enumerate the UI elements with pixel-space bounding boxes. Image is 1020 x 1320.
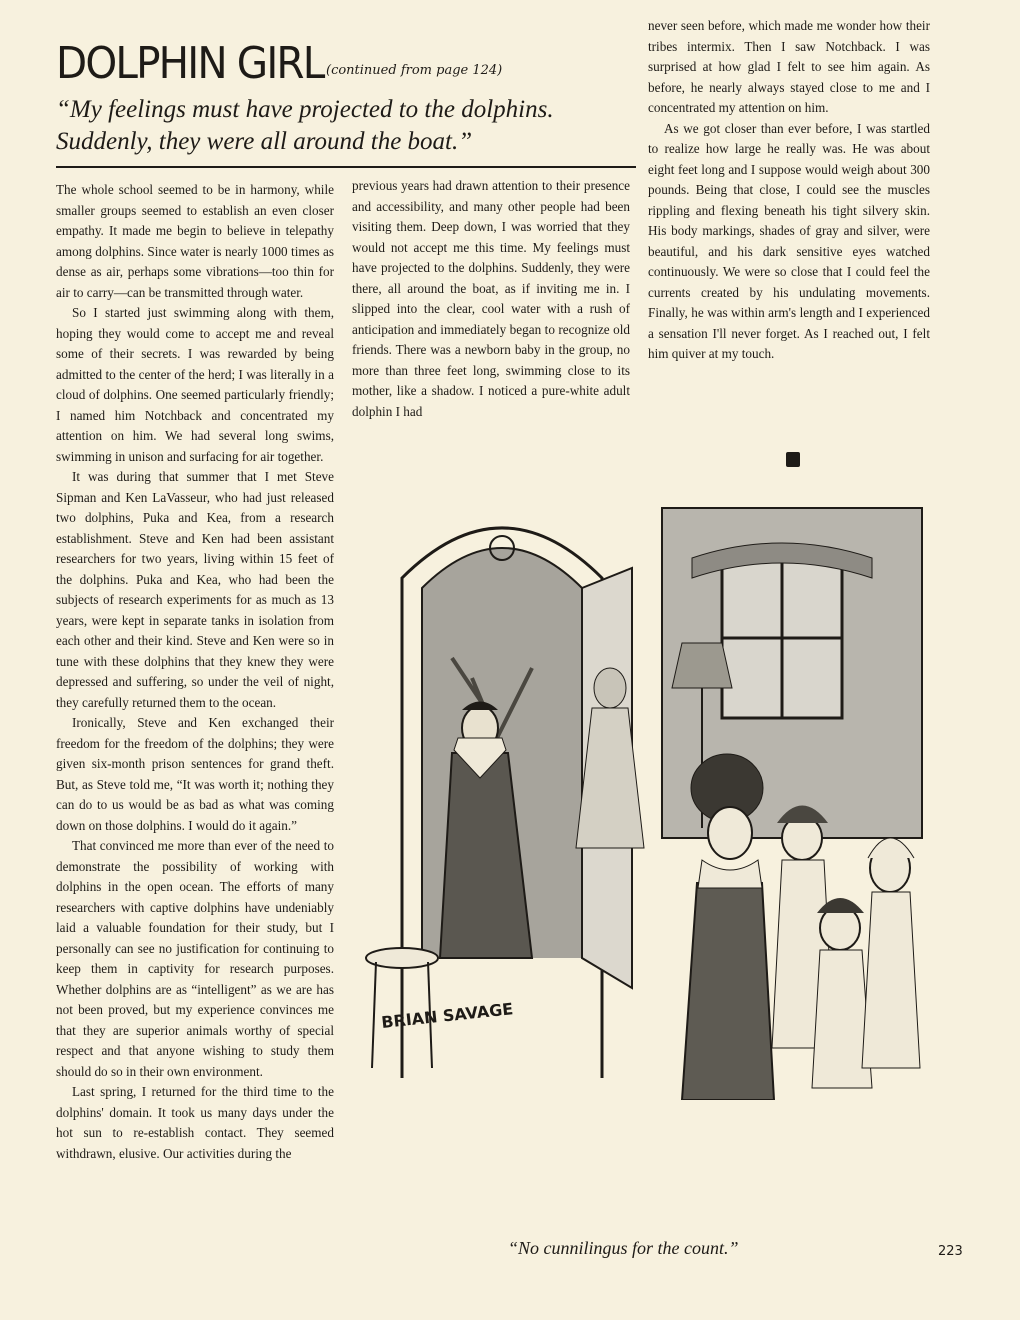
paragraph: As we got closer than ever before, I was startled to realize how large he really was. He was about eight feet long and I suppose would weigh about 300 pounds. Being that close, I could see the muscles rippling and flexing beneath his tight silvery skin. His body markings, shades of gray and silver, were beautiful, and his dark sensitive eyes watched continuously. We were so close that I could feel the currents created by his undulating movements. Finally, he was within arm's length and I experienced a sensation I'll never forget. As I reached out, I felt him quiver at my touch.	[648, 120, 930, 361]
end-of-article-icon	[786, 452, 800, 467]
paragraph: Ironically, Steve and Ken exchanged their freedom for the freedom of the dolphins; they were given six-month prison sentences for grand theft. But, as Steve told me, “It was worth it; nothing they can do to us would be as bad as what was coming down on those dolphins. I would do it again.”	[56, 715, 334, 833]
pull-quote: “My feelings must have projected to the dolphins. Suddenly, they were all around the boat.”	[56, 96, 554, 155]
paragraph: Last spring, I returned for the third time to the dolphins' domain. It took us many days under the hot sun to re-establish contact. They seemed withdrawn, elusive. Our activities during the	[56, 1084, 334, 1161]
paragraph: So I started just swimming along with them, hoping they would come to accept me and reveal some of their secrets. I was rewarded by being admitted to the center of the herd; I was literally in a cloud of dolphins. One seemed particularly friendly; I named him Notchback and concentrated my attention on him. We had several long swims, swimming in unison and surfacing for air together.	[56, 305, 334, 464]
page-number: 223	[938, 1244, 963, 1259]
cartoonist-signature: BRIAN SAVAGE	[380, 999, 515, 1032]
divider	[56, 166, 636, 168]
paragraph: It was during that summer that I met Steve Sipman and Ken LaVasseur, who had just released two dolphins, Puka and Kea, from a research establishment. Steve and Ken had been assistant researchers for two years, living within 15 feet of the dolphins. Puka and Kea, who had been the subjects of research experiments for as much as 13 years, were kept in separate tanks in isolation from each other and their kind. Steve and Ken were so in tune with these dolphins that they knew they were depressed and suffering, so under the veil of night, they carefully returned them to the ocean.	[56, 469, 334, 710]
paragraph: previous years had drawn attention to their presence and accessibility, and many other people had been visiting them. Deep down, I was worried that they would not accept me this time. My feelings must have projected to the dolphins. Suddenly, they were there, all around the boat, as if inviting me in. I slipped into the clear, cool water with a rush of anticipation and immediately began to recognize old friends. There was a newborn baby in the group, no more than three feet long, swimming close to its mother, like a shadow. I noticed a pure-white adult dolphin I had	[352, 178, 630, 419]
text-column-3	[648, 16, 930, 365]
continued-note: (continued from page 124)	[326, 63, 503, 78]
paragraph: never seen before, which made me wonder how their tribes intermix. Then I saw Notchback. I was surprised at how glad I felt to see him again. As before, he nearly always stayed close to me and I concentrated my attention on him.	[648, 18, 930, 115]
article-title: DOLPHIN GIRL	[56, 38, 324, 89]
cartoon-illustration	[362, 488, 940, 1100]
text-column-2	[352, 176, 630, 422]
paragraph: The whole school seemed to be in harmony, while smaller groups seemed to establish an even closer empathy. It made me begin to believe in telepathy among dolphins. Since water is nearly 1000 times as dense as air, perhaps some vibrations—too thin for air to carry—can be transmitted through water.	[56, 182, 334, 300]
paragraph: That convinced me more than ever of the need to demonstrate the possibility of working with dolphins in the open ocean. The efforts of many researchers with captive dolphins have undeniably laid a valuable foundation for their study, but I personally can see no justification for continuing to keep them in captivity for research purposes. Whether dolphins are as “intelligent” as we are has not been proved, but my experience convinces me that they are superior animals worthy of special respect and that anyone wishing to study them should do so in their own environment.	[56, 838, 334, 1079]
text-column-1	[56, 180, 334, 1164]
cartoon-caption: “No cunnilingus for the count.”	[508, 1238, 739, 1258]
